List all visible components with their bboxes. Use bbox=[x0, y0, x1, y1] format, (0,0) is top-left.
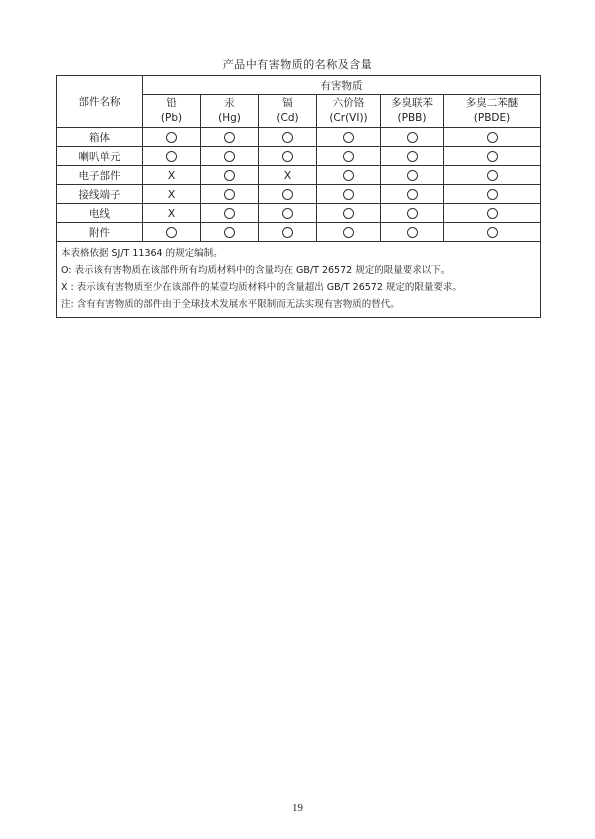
table-title: 产品中有害物质的名称及含量 bbox=[222, 58, 373, 71]
compliant-mark bbox=[143, 223, 201, 242]
substance-header bbox=[143, 95, 201, 128]
circle-icon bbox=[282, 208, 293, 219]
circle-icon bbox=[487, 151, 498, 162]
substance-name: 铅 bbox=[166, 97, 177, 109]
substance-symbol: (PBDE) bbox=[473, 112, 511, 124]
compliant-mark bbox=[201, 166, 259, 185]
compliant-mark bbox=[444, 147, 541, 166]
substance-name: 镉 bbox=[282, 97, 293, 109]
compliant-mark bbox=[444, 185, 541, 204]
note-line: X : 表示该有害物质至少在该部件的某壹均质材料中的含量超出 GB/T 26572 规定的限量要求。 bbox=[61, 282, 462, 293]
circle-icon bbox=[343, 227, 354, 238]
circle-icon bbox=[487, 132, 498, 143]
compliant-mark bbox=[444, 204, 541, 223]
hazardous-substances-table bbox=[56, 75, 541, 318]
compliant-mark bbox=[317, 223, 381, 242]
circle-icon bbox=[282, 227, 293, 238]
x-mark: X bbox=[167, 168, 176, 182]
circle-icon bbox=[407, 151, 418, 162]
substance-symbol: (Cd) bbox=[276, 112, 299, 124]
part-name-header: 部件名称 bbox=[57, 76, 143, 128]
compliant-mark bbox=[259, 204, 317, 223]
compliant-mark bbox=[381, 166, 444, 185]
compliant-mark bbox=[259, 147, 317, 166]
circle-icon bbox=[224, 132, 235, 143]
circle-icon bbox=[224, 208, 235, 219]
table-row bbox=[57, 204, 541, 223]
note-line: O: 表示该有害物质在该部件所有均质材料中的含量均在 GB/T 26572 规定的限量要求以下。 bbox=[61, 265, 451, 276]
circle-icon bbox=[224, 189, 235, 200]
part-name-cell: 箱体 bbox=[57, 128, 143, 147]
part-name-cell: 附件 bbox=[57, 223, 143, 242]
part-name-cell: 喇叭单元 bbox=[57, 147, 143, 166]
circle-icon bbox=[343, 208, 354, 219]
substance-header bbox=[444, 95, 541, 128]
compliant-mark bbox=[143, 147, 201, 166]
circle-icon bbox=[407, 132, 418, 143]
substance-name: 汞 bbox=[224, 97, 235, 109]
substance-symbol: (PBB) bbox=[397, 112, 427, 124]
circle-icon bbox=[166, 132, 177, 143]
table-row bbox=[57, 147, 541, 166]
compliant-mark bbox=[259, 185, 317, 204]
compliant-mark bbox=[381, 204, 444, 223]
compliant-mark bbox=[444, 128, 541, 147]
compliant-mark bbox=[317, 204, 381, 223]
circle-icon bbox=[487, 189, 498, 200]
compliant-mark bbox=[381, 185, 444, 204]
substance-name: 六价铬 bbox=[332, 97, 365, 109]
compliant-mark bbox=[381, 223, 444, 242]
circle-icon bbox=[166, 227, 177, 238]
circle-icon bbox=[224, 170, 235, 181]
part-name-cell: 电线 bbox=[57, 204, 143, 223]
exceeds-mark bbox=[143, 185, 201, 204]
x-mark: X bbox=[283, 168, 292, 182]
table-row bbox=[57, 166, 541, 185]
circle-icon bbox=[282, 151, 293, 162]
substance-symbol: (Pb) bbox=[160, 112, 183, 124]
compliant-mark bbox=[201, 185, 259, 204]
compliant-mark bbox=[201, 204, 259, 223]
note-line: 本表格依据 SJ/T 11364 的规定编制。 bbox=[61, 248, 223, 259]
table-row bbox=[57, 128, 541, 147]
part-name-cell: 接线端子 bbox=[57, 185, 143, 204]
substance-header bbox=[317, 95, 381, 128]
circle-icon bbox=[343, 170, 354, 181]
compliant-mark bbox=[201, 223, 259, 242]
substance-name: 多臭联苯 bbox=[391, 97, 433, 109]
exceeds-mark bbox=[143, 166, 201, 185]
circle-icon bbox=[487, 227, 498, 238]
circle-icon bbox=[282, 132, 293, 143]
circle-icon bbox=[343, 132, 354, 143]
exceeds-mark bbox=[259, 166, 317, 185]
compliant-mark bbox=[317, 166, 381, 185]
table-notes bbox=[57, 242, 541, 318]
table-row bbox=[57, 223, 541, 242]
compliant-mark bbox=[201, 128, 259, 147]
compliant-mark bbox=[317, 185, 381, 204]
compliant-mark bbox=[259, 128, 317, 147]
hazardous-substance-group-header: 有害物质 bbox=[143, 76, 541, 95]
circle-icon bbox=[343, 151, 354, 162]
compliant-mark bbox=[444, 166, 541, 185]
page-number: 19 bbox=[292, 802, 303, 814]
circle-icon bbox=[166, 151, 177, 162]
compliant-mark bbox=[317, 128, 381, 147]
circle-icon bbox=[407, 208, 418, 219]
substance-header bbox=[201, 95, 259, 128]
note-line: 注: 含有有害物质的部件由于全球技术发展水平限制而无法实现有害物质的替代。 bbox=[61, 299, 400, 310]
substance-header bbox=[259, 95, 317, 128]
circle-icon bbox=[343, 189, 354, 200]
table-row bbox=[57, 185, 541, 204]
circle-icon bbox=[487, 170, 498, 181]
substance-symbol: (Cr(VI)) bbox=[329, 112, 368, 124]
compliant-mark bbox=[259, 223, 317, 242]
exceeds-mark bbox=[143, 204, 201, 223]
compliant-mark bbox=[381, 128, 444, 147]
circle-icon bbox=[224, 227, 235, 238]
substance-symbol: (Hg) bbox=[218, 112, 241, 124]
circle-icon bbox=[407, 170, 418, 181]
compliant-mark bbox=[381, 147, 444, 166]
compliant-mark bbox=[444, 223, 541, 242]
compliant-mark bbox=[317, 147, 381, 166]
circle-icon bbox=[224, 151, 235, 162]
part-name-cell: 电子部件 bbox=[57, 166, 143, 185]
circle-icon bbox=[282, 189, 293, 200]
circle-icon bbox=[407, 189, 418, 200]
x-mark: X bbox=[167, 206, 176, 220]
circle-icon bbox=[487, 208, 498, 219]
substance-name: 多臭二苯醚 bbox=[465, 97, 519, 109]
substance-header bbox=[381, 95, 444, 128]
circle-icon bbox=[407, 227, 418, 238]
x-mark: X bbox=[167, 187, 176, 201]
compliant-mark bbox=[143, 128, 201, 147]
compliant-mark bbox=[201, 147, 259, 166]
